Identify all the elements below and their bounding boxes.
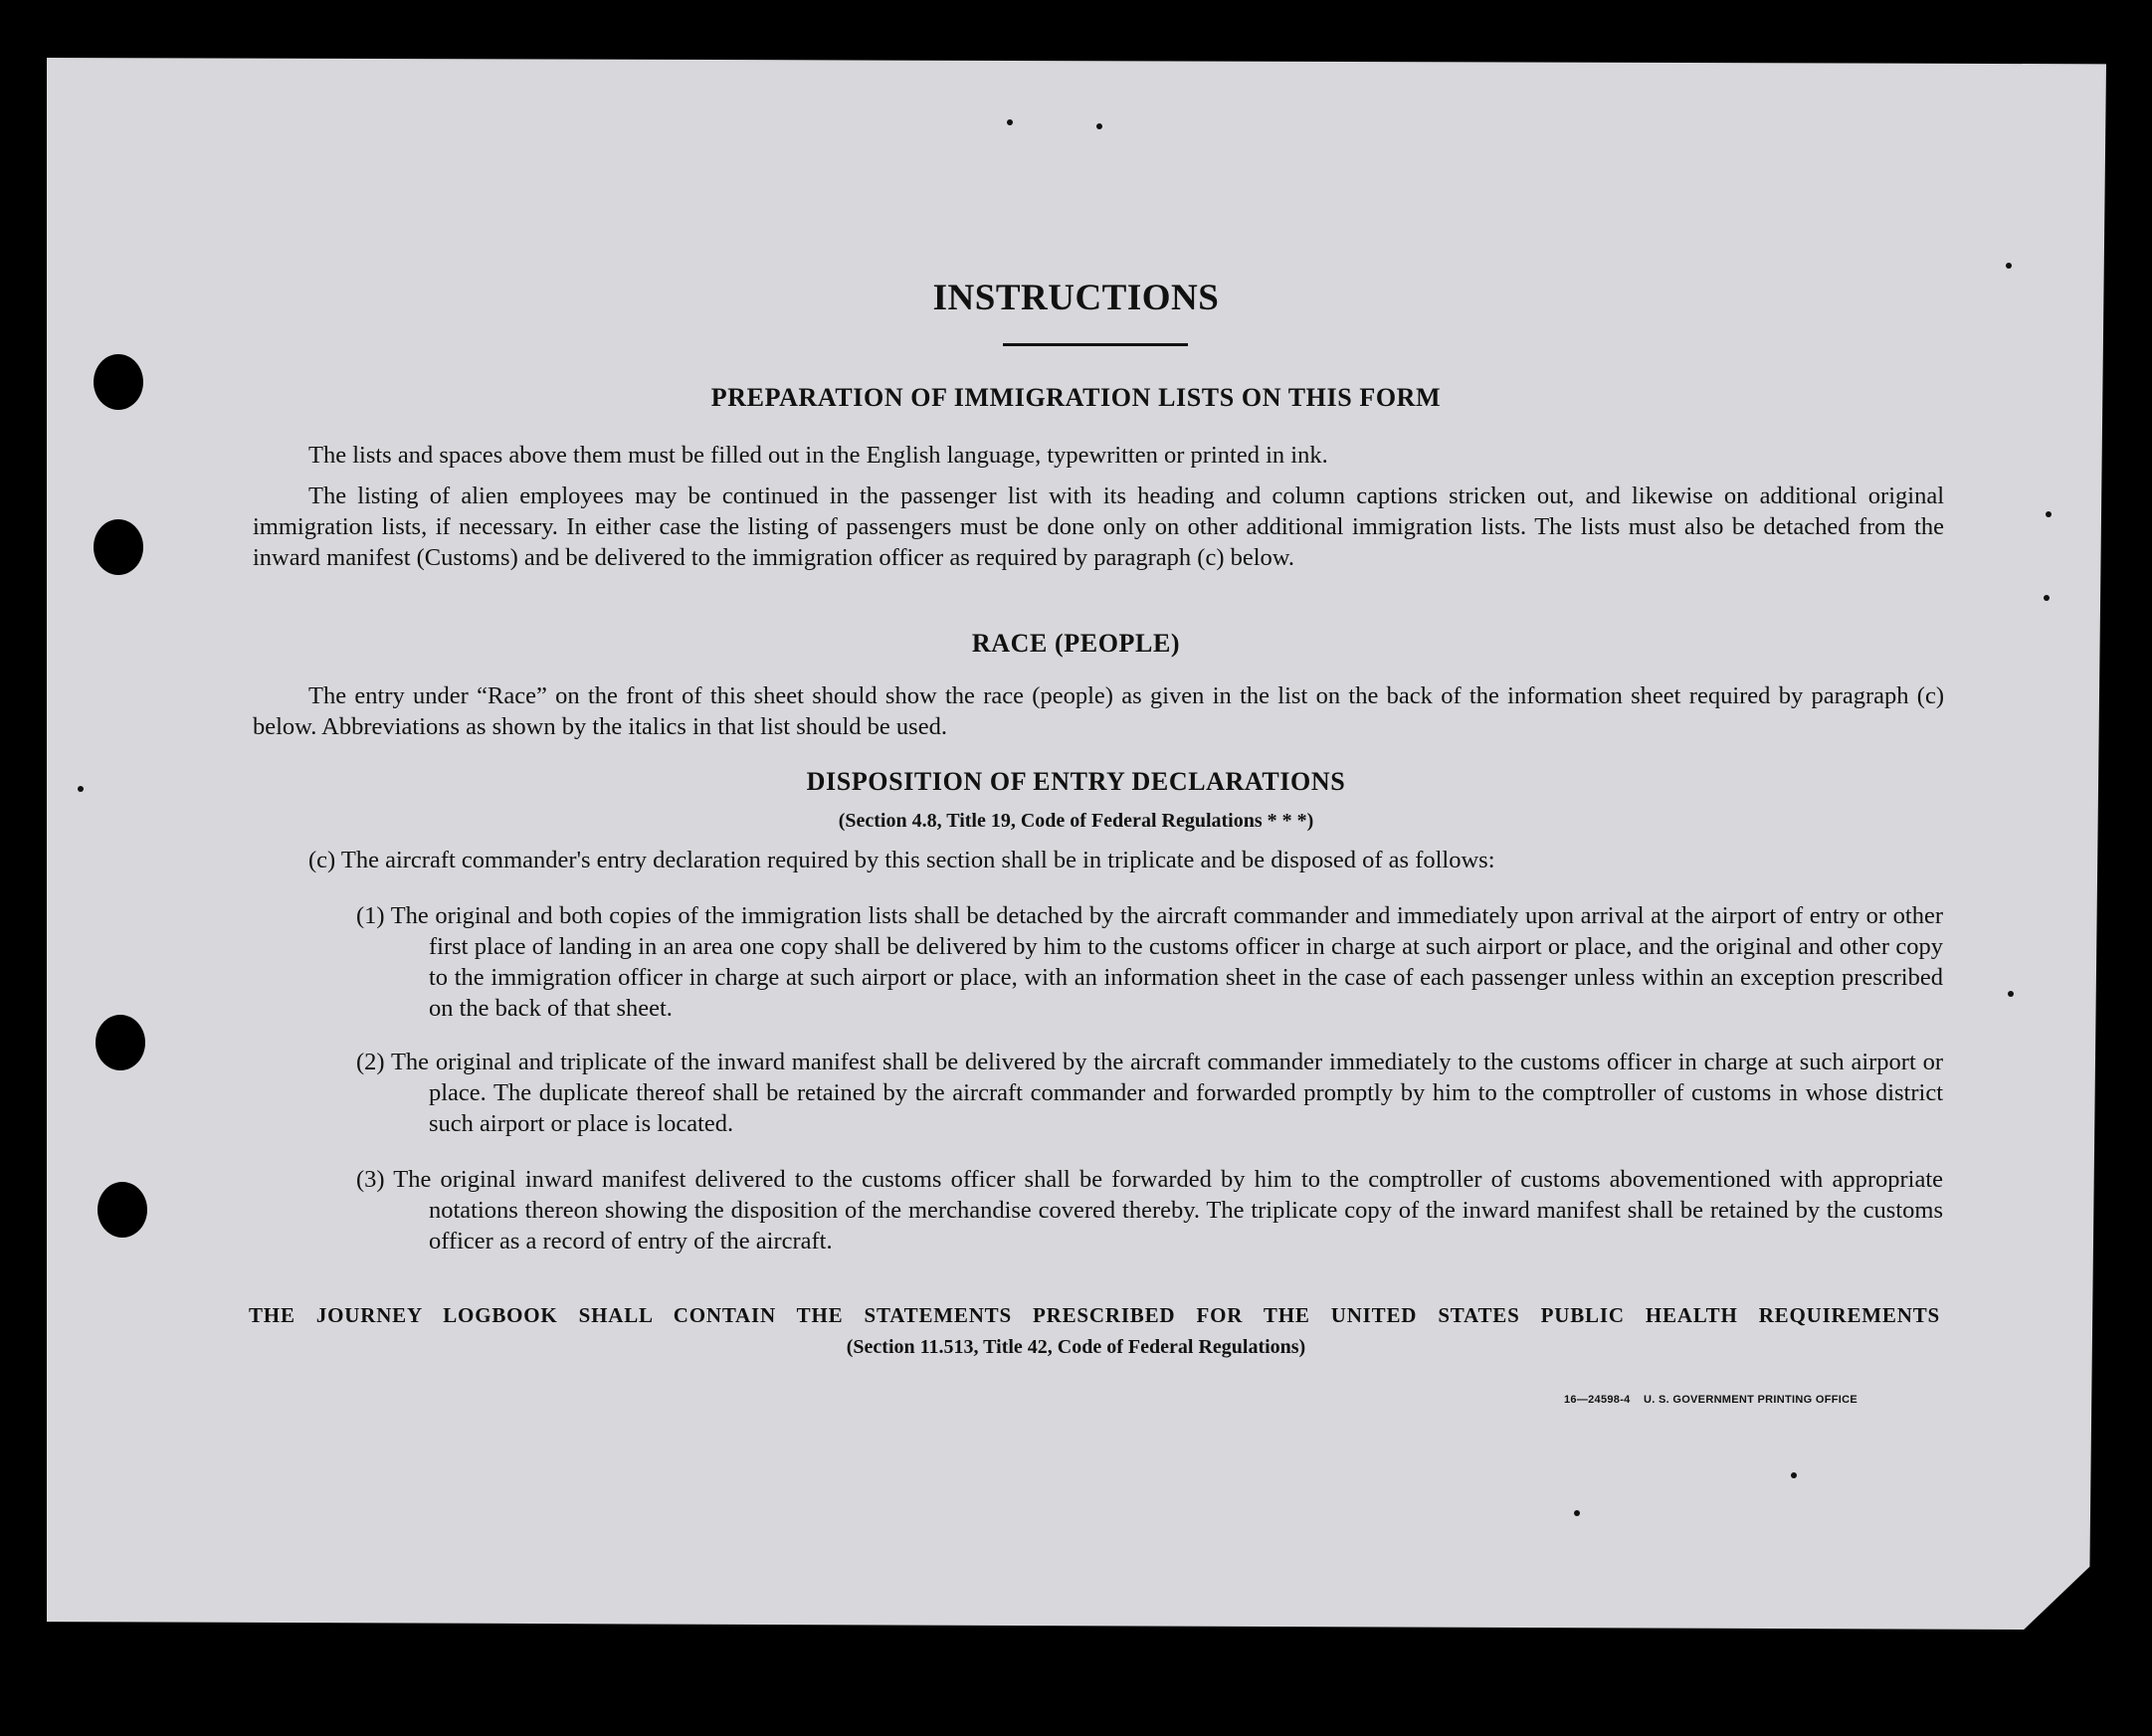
public-health-citation: (Section 11.513, Title 42, Code of Federal Regulations) [846, 1336, 1306, 1358]
disposition-item-3: (3) The original inward manifest delivered to the customs officer shall be forwarded by him to the comptroller of customs abovementioned with appropriate notations thereon showing the disposition of the merchandise covered thereby. The triplicate copy of the inward manifest shall be retained by the customs officer as a record of entry of the aircraft. [356, 1166, 1943, 1254]
disposition-intro: (c) The aircraft commander's entry declaration required by this section shall be in triplicate and be disposed of as follows: [308, 847, 1495, 873]
race-heading: RACE (PEOPLE) [971, 629, 1181, 658]
disposition-item-1: (1) The original and both copies of the immigration lists shall be detached by the aircraft commander and immediately upon arrival at the airport of entry or other first place of landing in an area one copy shall be delivered by him to the customs officer in charge at such airport or place, and the original and other copy to the immigration officer in charge at such airport or place, with an information sheet in the case of each passenger unless within an exception prescribed on the back of that sheet. [356, 902, 1943, 1022]
disposition-heading: DISPOSITION OF ENTRY DECLARATIONS [806, 767, 1346, 796]
preparation-heading: PREPARATION OF IMMIGRATION LISTS ON THIS FORM [710, 383, 1442, 412]
title-underline [1003, 343, 1188, 346]
race-paragraph: The entry under “Race” on the front of this sheet should show the race (people) as given in the list on the back of the information sheet required by paragraph (c) below. Abbreviations as shown by the italics in that list should be used. [253, 682, 1944, 740]
disposition-item-2: (2) The original and triplicate of the inward manifest shall be delivered by the aircraft commander immediately to the customs officer in charge at such airport or place. The duplicate thereof shall be retained by the aircraft commander and forwarded promptly by him to the comptroller of customs in whose district such airport or place is located. [356, 1049, 1943, 1137]
printing-office-code: 16—24598-4 U. S. GOVERNMENT PRINTING OFFICE [1564, 1394, 1858, 1406]
disposition-citation: (Section 4.8, Title 19, Code of Federal Regulations * * *) [838, 810, 1314, 832]
public-health-statement: THE JOURNEY LOGBOOK SHALL CONTAIN THE STATEMENTS PRESCRIBED FOR THE UNITED STATES PUBLIC HEALTH REQUIREMENTS [249, 1303, 1940, 1327]
preparation-paragraph-1: The lists and spaces above them must be filled out in the English language, typewritten or printed in ink. [308, 442, 1328, 469]
document-title: INSTRUCTIONS [932, 278, 1220, 318]
preparation-paragraph-2: The listing of alien employees may be continued in the passenger list with its heading and column captions stricken out, and likewise on additional original immigration lists, if necessary. In either case the listing of passengers must be done only on other additional immigration lists. The lists must also be detached from the inward manifest (Customs) and be delivered to the immigration officer as required by paragraph (c) below. [253, 482, 1944, 571]
